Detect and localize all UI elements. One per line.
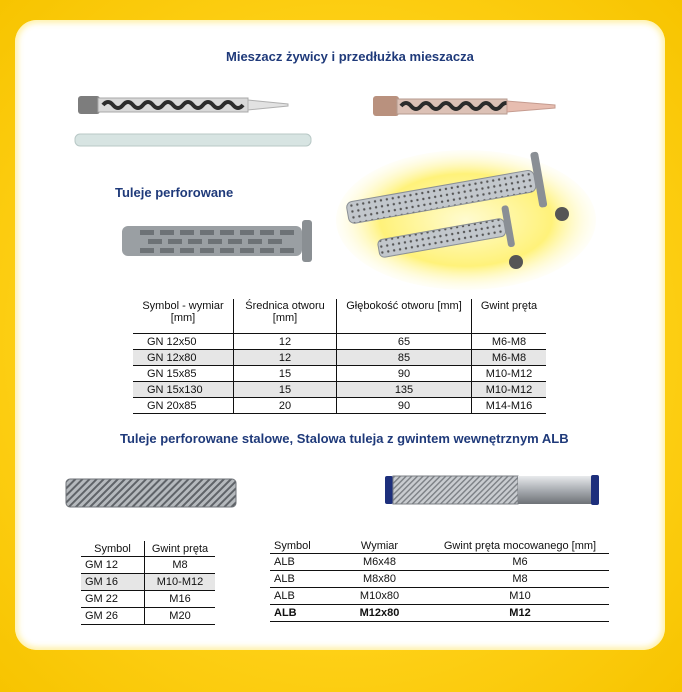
alb-sleeve-image bbox=[383, 470, 605, 512]
table-row: ALB M6x48 M6 bbox=[270, 554, 609, 571]
alb-header-thread: Gwint pręta mocowanego [mm] bbox=[431, 538, 609, 554]
table-row: GN 12x50 12 65 M6-M8 bbox=[133, 334, 546, 350]
gm-header-symbol: Symbol bbox=[81, 541, 145, 557]
table-row: ALB M8x80 M8 bbox=[270, 571, 609, 588]
alb-header-symbol: Symbol bbox=[270, 538, 328, 554]
table-row: GM 12 M8 bbox=[81, 557, 215, 574]
gn-header-symbol: Symbol - wymiar [mm] bbox=[133, 299, 234, 334]
table-row: GM 26 M20 bbox=[81, 608, 215, 625]
alb-table bbox=[270, 538, 609, 622]
table-row: GN 12x80 12 85 M6-M8 bbox=[133, 350, 546, 366]
gn-table bbox=[133, 299, 546, 414]
gm-table bbox=[81, 541, 215, 625]
plastic-sleeve-image bbox=[120, 218, 320, 266]
gn-header-diameter: Średnica otworu [mm] bbox=[234, 299, 337, 334]
alb-header-size: Wymiar bbox=[328, 538, 431, 554]
table-row: GN 15x85 15 90 M10-M12 bbox=[133, 366, 546, 382]
table-row: ALB M12x80 M12 bbox=[270, 605, 609, 622]
table-row: ALB M10x80 M10 bbox=[270, 588, 609, 605]
table-row: GM 22 M16 bbox=[81, 591, 215, 608]
gn-header-depth: Głębokość otworu [mm] bbox=[337, 299, 472, 334]
heading-mixer: Mieszacz żywicy i przedłużka mieszacza bbox=[226, 49, 474, 64]
metal-sleeves-image bbox=[336, 150, 596, 290]
gm-header-thread: Gwint pręta bbox=[145, 541, 216, 557]
gn-header-thread: Gwint pręta bbox=[472, 299, 547, 334]
resin-mixer-image bbox=[78, 92, 293, 120]
steel-mesh-sleeve-image bbox=[64, 475, 240, 511]
heading-perforated: Tuleje perforowane bbox=[115, 185, 234, 200]
mixer-extension-image bbox=[74, 131, 314, 149]
resin-mixer-pink-image bbox=[373, 92, 558, 122]
table-row: GN 20x85 20 90 M14-M16 bbox=[133, 398, 546, 414]
table-row: GM 16 M10-M12 bbox=[81, 574, 215, 591]
heading-steel-sleeves: Tuleje perforowane stalowe, Stalowa tuleja z gwintem wewnętrznym ALB bbox=[120, 431, 569, 446]
table-row: GN 15x130 15 135 M10-M12 bbox=[133, 382, 546, 398]
